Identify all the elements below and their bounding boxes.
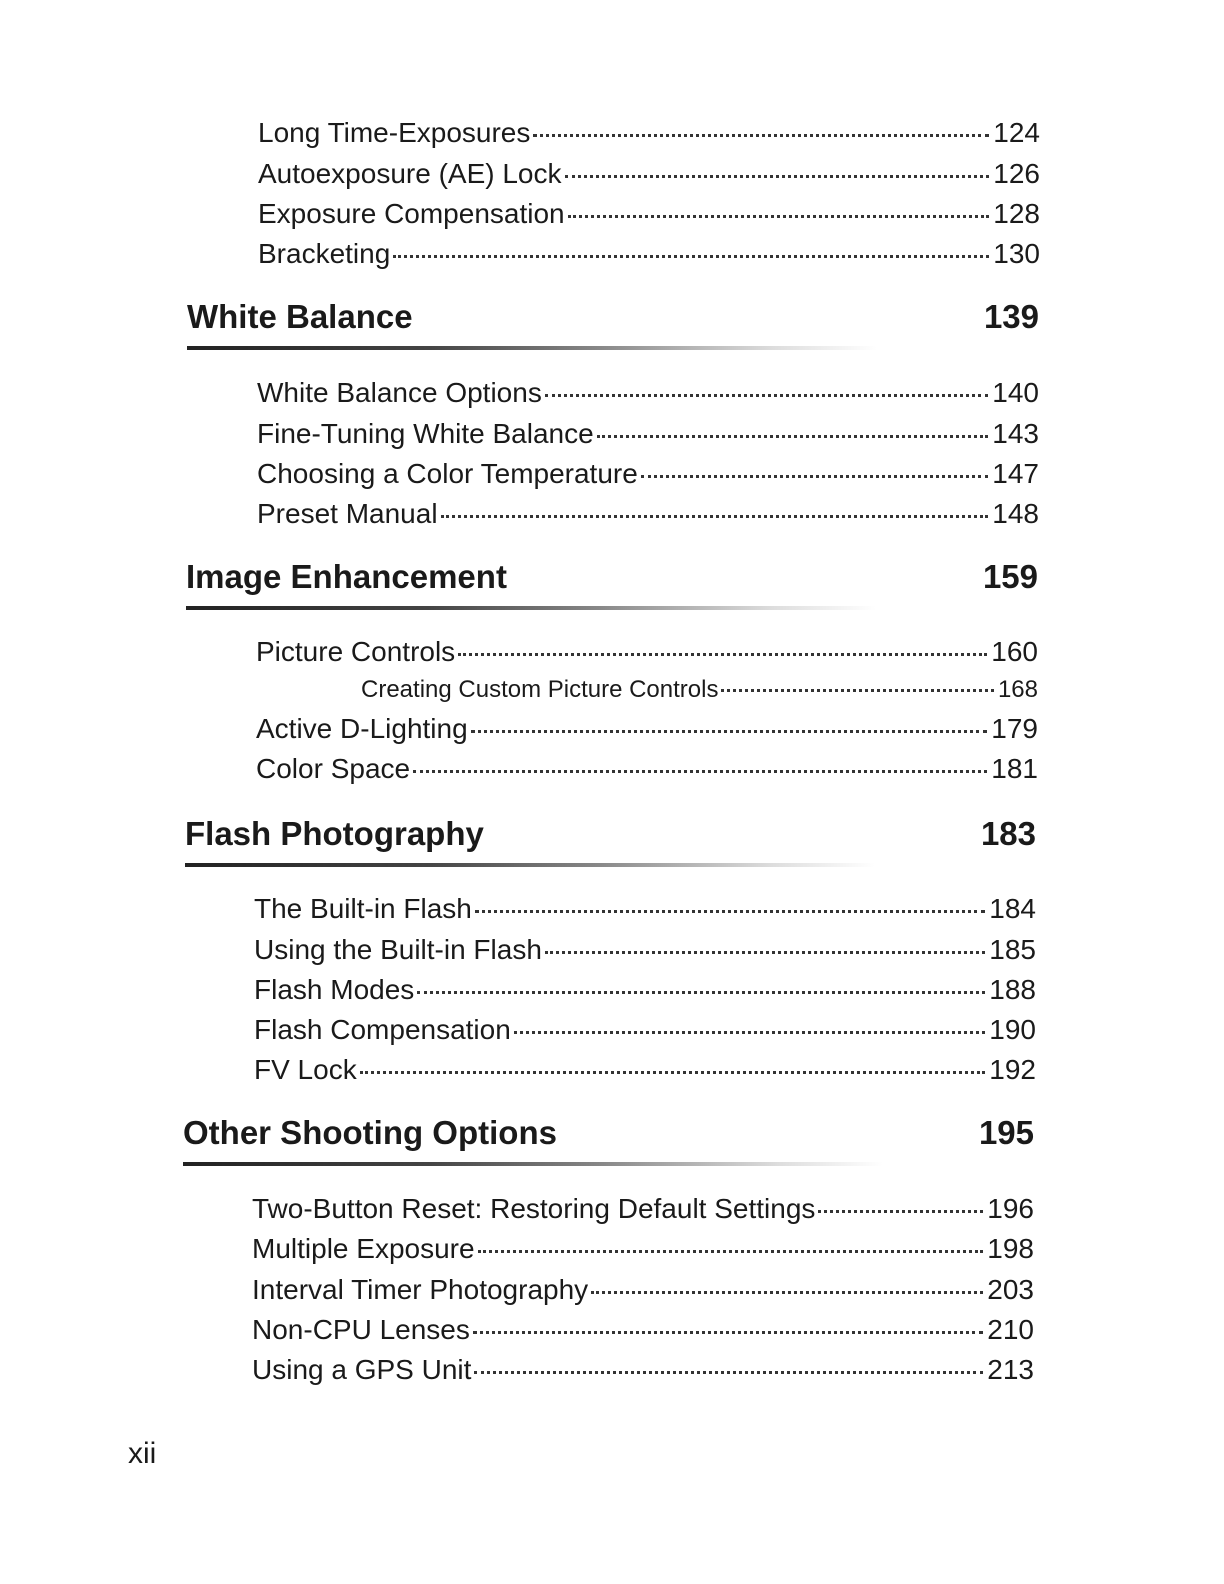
section-rule	[185, 863, 875, 867]
dot-leader	[568, 215, 990, 218]
toc-entry-title: Long Time-Exposures	[258, 117, 531, 148]
dot-leader	[441, 515, 989, 518]
toc-entry-title: Bracketing	[258, 238, 391, 269]
toc-entry-page: 188	[989, 974, 1036, 1005]
toc-entry-title: Creating Custom Picture Controls	[361, 676, 719, 703]
toc-entry[interactable]	[258, 116, 1040, 150]
toc-entry-page: 143	[992, 418, 1039, 449]
section-heading[interactable]	[187, 297, 1039, 337]
toc-entry-title: Two-Button Reset: Restoring Default Settings	[252, 1193, 816, 1224]
dot-leader	[591, 1291, 983, 1294]
toc-entry-title: Color Space	[256, 753, 411, 784]
toc-entry-page: 147	[992, 458, 1039, 489]
toc-entry[interactable]	[252, 1313, 1034, 1347]
toc-entry-page: 130	[993, 238, 1040, 269]
dot-leader	[721, 689, 993, 692]
dot-leader	[514, 1031, 985, 1034]
toc-entry-page: 126	[993, 158, 1040, 189]
dot-leader	[545, 394, 988, 397]
toc-entry[interactable]	[257, 457, 1039, 491]
toc-entry-page: 179	[991, 713, 1038, 744]
toc-entry[interactable]	[254, 933, 1036, 967]
section-heading[interactable]	[183, 1113, 1034, 1153]
toc-entry-page: 184	[989, 893, 1036, 924]
toc-entry-title: FV Lock	[254, 1054, 357, 1085]
toc-entry[interactable]	[254, 1013, 1036, 1047]
toc-entry-title: Non-CPU Lenses	[252, 1314, 470, 1345]
section-title: White Balance	[187, 298, 413, 335]
dot-leader	[360, 1071, 986, 1074]
toc-entry-title: Preset Manual	[257, 498, 438, 529]
toc-entry-title: Exposure Compensation	[258, 198, 565, 229]
section-page: 139	[983, 298, 1039, 335]
dot-leader	[471, 730, 988, 733]
toc-entry-page: 192	[989, 1054, 1036, 1085]
dot-leader	[417, 991, 985, 994]
dot-leader	[473, 1331, 983, 1334]
toc-entry-title: Using a GPS Unit	[252, 1354, 472, 1385]
toc-entry[interactable]	[254, 892, 1036, 926]
toc-entry-page: 185	[989, 934, 1036, 965]
toc-entry[interactable]	[257, 417, 1039, 451]
dot-leader	[474, 1371, 983, 1374]
dot-leader	[393, 255, 989, 258]
toc-entry-title: Multiple Exposure	[252, 1233, 475, 1264]
section-title: Other Shooting Options	[183, 1114, 557, 1151]
toc-entry[interactable]	[258, 237, 1040, 271]
dot-leader	[597, 435, 989, 438]
toc-subentry[interactable]	[361, 675, 1038, 705]
toc-entry-title: Autoexposure (AE) Lock	[258, 158, 562, 189]
dot-leader	[818, 1210, 983, 1213]
toc-entry-title: Interval Timer Photography	[252, 1274, 589, 1305]
toc-entry[interactable]	[258, 197, 1040, 231]
section-rule	[183, 1162, 883, 1166]
toc-entry-page: 198	[987, 1233, 1034, 1264]
section-page: 159	[982, 558, 1038, 595]
toc-entry-title: Flash Compensation	[254, 1014, 511, 1045]
toc-entry-page: 196	[987, 1193, 1034, 1224]
dot-leader	[458, 653, 987, 656]
toc-entry[interactable]	[258, 157, 1040, 191]
toc-entry[interactable]	[256, 635, 1038, 669]
section-heading[interactable]	[186, 557, 1038, 597]
toc-entry-title: Flash Modes	[254, 974, 415, 1005]
toc-entry[interactable]	[252, 1232, 1034, 1266]
toc-entry-page: 140	[992, 377, 1039, 408]
dot-leader	[641, 475, 988, 478]
dot-leader	[545, 951, 985, 954]
dot-leader	[475, 910, 985, 913]
section-page: 195	[978, 1114, 1034, 1151]
toc-entry[interactable]	[254, 973, 1036, 1007]
toc-entry-title: Using the Built-in Flash	[254, 934, 542, 965]
toc-entry[interactable]	[257, 497, 1039, 531]
toc-entry[interactable]	[252, 1273, 1034, 1307]
toc-entry-page: 210	[987, 1314, 1034, 1345]
toc-entry-page: 148	[992, 498, 1039, 529]
toc-entry-page: 128	[993, 198, 1040, 229]
toc-entry-title: White Balance Options	[257, 377, 542, 408]
dot-leader	[533, 134, 989, 137]
page-number: xii	[128, 1437, 157, 1470]
dot-leader	[478, 1250, 984, 1253]
toc-entry-page: 168	[997, 676, 1038, 703]
section-rule	[186, 606, 876, 610]
dot-leader	[413, 770, 987, 773]
toc-entry-title: Choosing a Color Temperature	[257, 458, 638, 489]
section-page: 183	[980, 815, 1036, 852]
toc-entry-title: Picture Controls	[256, 636, 456, 667]
toc-entry-page: 203	[987, 1274, 1034, 1305]
toc-entry-page: 181	[991, 753, 1038, 784]
section-rule	[187, 346, 877, 350]
toc-entry-page: 160	[991, 636, 1038, 667]
toc-entry[interactable]	[256, 752, 1038, 786]
toc-entry-page: 124	[993, 117, 1040, 148]
toc-entry-title: Fine-Tuning White Balance	[257, 418, 594, 449]
toc-entry[interactable]	[252, 1353, 1034, 1387]
toc-entry[interactable]	[257, 376, 1039, 410]
toc-entry[interactable]	[254, 1053, 1036, 1087]
section-title: Flash Photography	[185, 815, 484, 852]
toc-entry-page: 213	[987, 1354, 1034, 1385]
toc-entry[interactable]	[252, 1192, 1034, 1226]
toc-entry-title: Active D-Lighting	[256, 713, 468, 744]
toc-entry-title: The Built-in Flash	[254, 893, 472, 924]
section-title: Image Enhancement	[186, 558, 507, 595]
toc-entry[interactable]	[256, 712, 1038, 746]
toc-entry-page: 190	[989, 1014, 1036, 1045]
dot-leader	[565, 175, 990, 178]
section-heading[interactable]	[185, 814, 1036, 854]
